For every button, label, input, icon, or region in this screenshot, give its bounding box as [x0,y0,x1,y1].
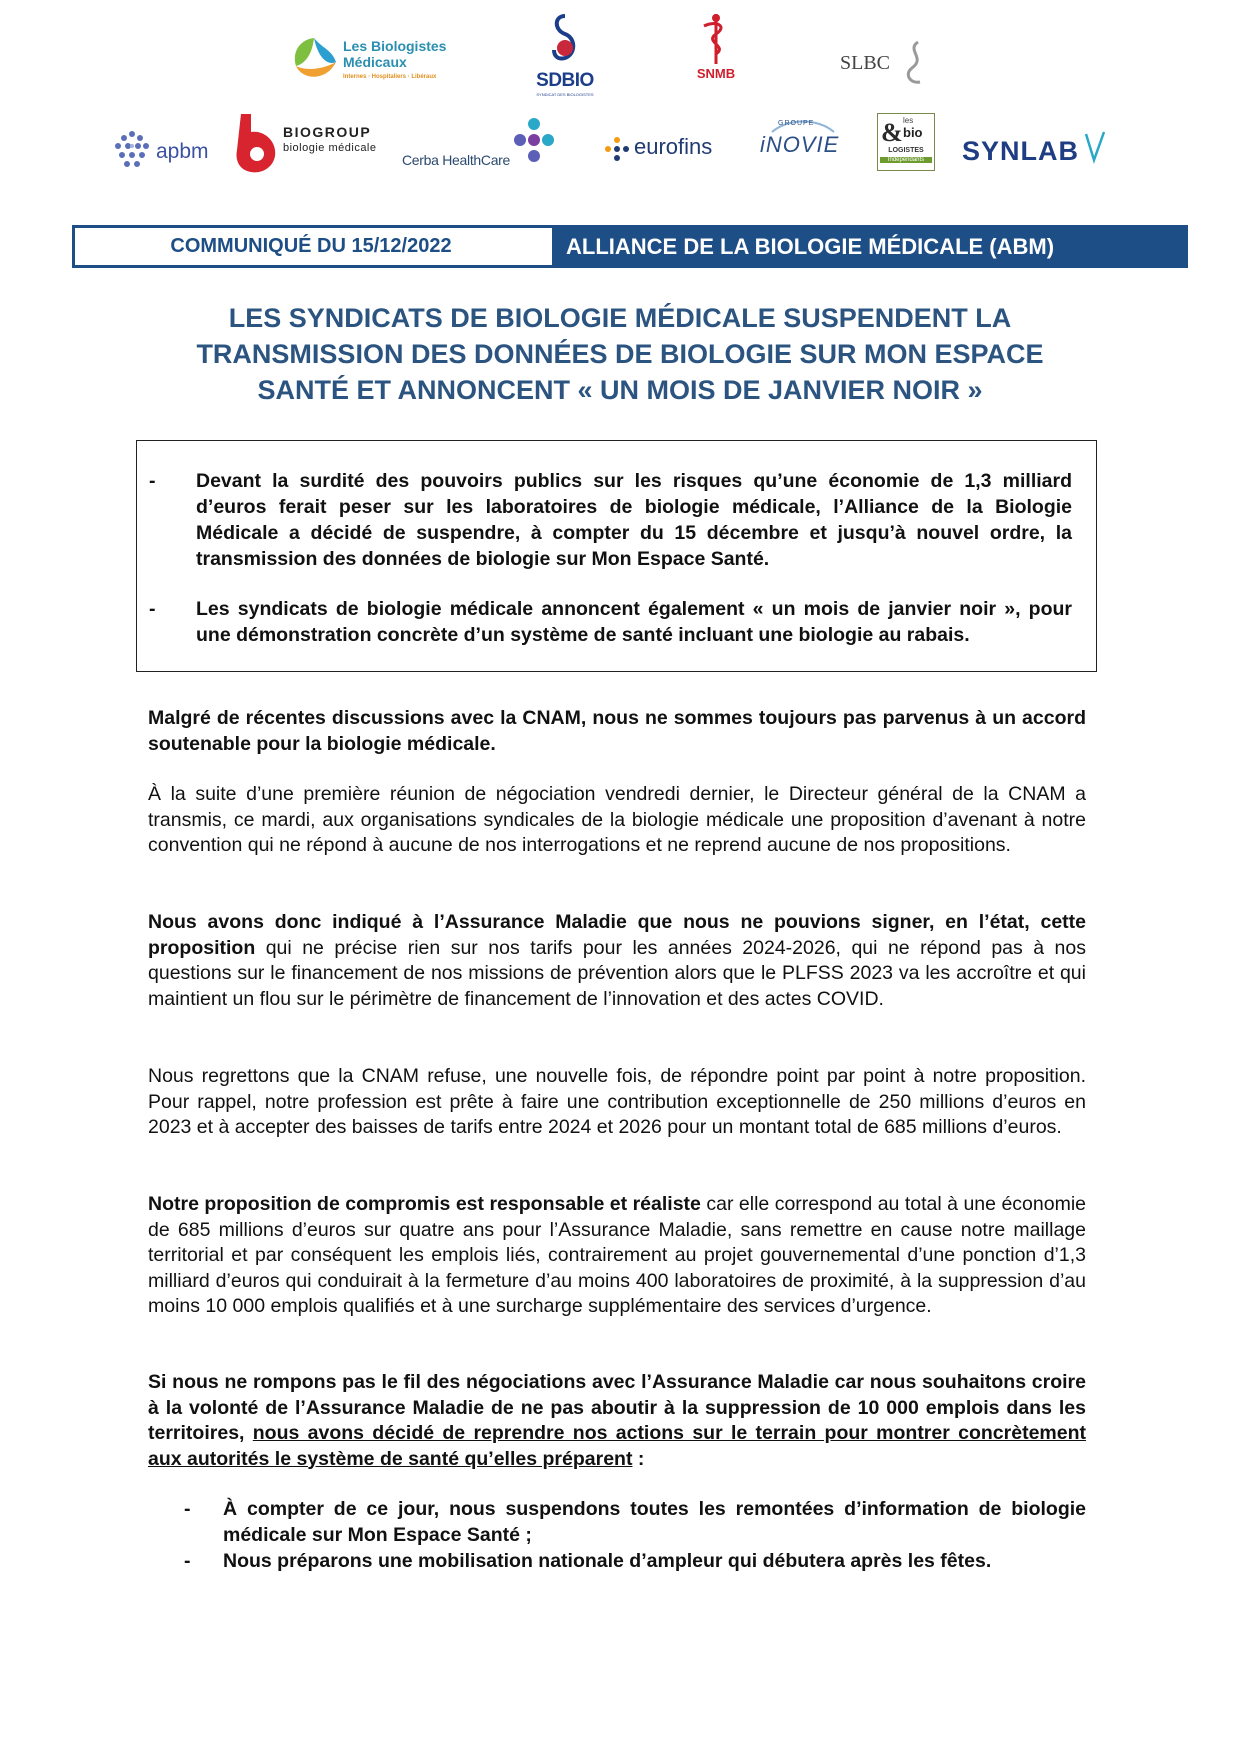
logo-les-biologistes-medicaux [288,32,458,90]
logo-synlab [962,126,1112,176]
logo-biologistes-independants [877,113,935,171]
synlab-mark-icon [1084,130,1106,166]
paragraph-actions-underlined: nous avons décidé de reprendre nos actions sur le terrain pour montrer concrètement aux autorités le système de santé qu’elles préparent [148,1422,1087,1470]
bioindep-ampersand-icon [881,117,903,145]
snmb-name: SNMB [696,66,736,81]
paragraph-regret: Nous regrettons que la CNAM refuse, une nouvelle fois, de répondre point par point à notre proposition. Pour rappel, notre profession est prête à faire une contribution exceptionnelle de 250 millions d’euros en 2023 et à accepter des baisses de tarifs entre 2024 et 2026 pour un montant total de 685 millions d’euros. [148,1065,1086,1138]
svg-text:&: & [881,118,903,145]
biogroup-tagline: biologie médicale [283,142,377,154]
summary-dash: - [149,470,156,492]
logo-biogroup [233,112,393,174]
biologistes-tagline: Internes · Hospitaliers · Libéraux [343,74,437,80]
sdbio-emblem-icon [548,14,582,68]
eurofins-name: eurofins [634,134,713,159]
summary-dash: - [149,598,156,620]
logo-cerba-healthcare [402,116,572,176]
paragraph-intro: Malgré de récentes discussions avec la CNAM, nous ne sommes toujours pas parvenus à un accord soutenable pour la biologie médicale. [148,707,1086,755]
sdbio-tagline: SYNDICAT DES BIOLOGISTES [536,92,594,97]
communique-date-label: COMMUNIQUÉ DU 15/12/2022 [170,235,452,257]
logo-inovie [760,116,850,166]
logo-sdbio [535,12,595,102]
title-line-1: LES SYNDICATS DE BIOLOGIE MÉDICALE SUSPENDENT LA [228,303,1012,333]
action-item [184,1497,1086,1549]
bioindep-independants: Indépendants [880,157,932,163]
bioindep-les: les [903,116,914,125]
summary-item [149,596,1072,648]
paragraph-compromise-rest: car elle correspond au total à une économie de 685 millions d’euros sur quatre ans pour l’Assurance Maladie, sans remettre en cause notre maillage territorial et par conséquent les emplois liés, contrairement au projet gouvernemental d’une ponction d’1,3 milliard d’euros qui conduirait à la fermeture d’au moins 400 laboratoires de proximité, à la suppression d’au moins 10 000 emplois qualifiés et à une surcharge supplémentaire des services d’urgence. [148,1193,1086,1317]
press-release-title [120,300,1120,408]
sdbio-name: SDBIO [536,70,594,91]
biologistes-leaf-icon [288,34,340,86]
paragraph-compromise-lead: Notre proposition de compromis est responsable et réaliste [148,1193,701,1215]
snmb-caduceus-icon [698,12,734,66]
slbc-name: SLBC [840,52,891,74]
bioindep-bio: bio [903,125,923,140]
summary-box [136,440,1097,672]
paragraph-actions-end: : [632,1447,645,1470]
eurofins-dots-icon [604,136,630,162]
logo-snmb [686,12,746,92]
biogroup-drop-icon [233,112,279,174]
paragraph-refusal [148,910,1086,1012]
apbm-name: apbm [156,140,209,163]
logo-eurofins [604,130,734,166]
logo-apbm [110,126,220,176]
apbm-dots-icon [110,128,154,172]
paragraph-refusal-rest: qui ne précise rien sur nos tarifs pour les années 2024-2026, qui ne répond pas à nos questions sur le financement de nos missions de prévention alors que le PLFSS 2023 va les accroître et qui maintient un flou sur le périmètre de financement de l’innovation et des actes COVID. [148,936,1086,1010]
summary-item-text: Devant la surdité des pouvoirs publics sur les risques qu’une économie de 1,3 milliard d’euros ferait peser sur les laboratoires de biologie médicale, l’Alliance de la Biologie Médicale a décidé de suspendre, à compter du 15 décembre et jusqu’à nouvel ordre, la transmission des données de biologie sur Mon Espace Santé. [196,470,1072,570]
biogroup-name: BIOGROUP [283,124,372,140]
title-line-2: TRANSMISSION DES DONNÉES DE BIOLOGIE SUR MON ESPACE [196,339,1044,369]
paragraph-refusal-lead: Nous avons donc indiqué à l’Assurance Maladie que nous ne pouvions signer, en l’état, cette proposition [148,911,1086,959]
paragraph-negotiation: À la suite d’une première réunion de négociation vendredi dernier, le Directeur général de la CNAM a transmis, ce mardi, aux organisations syndicales de la biologie médicale une proposition d’avenant à notre convention qui ne répond à aucune de nos interrogations et ne reprend aucune de nos propositions. [148,783,1086,856]
action-dash: - [184,1550,191,1572]
logo-slbc [840,38,940,88]
summary-item-text: Les syndicats de biologie médicale annoncent également « un mois de janvier noir », pour une démonstration concrète d’un système de santé incluant une biologie au rabais. [196,598,1072,646]
action-item [184,1549,1086,1575]
slbc-swirl-icon [900,38,930,86]
title-line-3: SANTÉ ET ANNONCENT « UN MOIS DE JANVIER NOIR » [257,375,983,405]
paragraph-compromise [148,1192,1086,1320]
communique-header-band [72,225,1188,268]
action-item-text: À compter de ce jour, nous suspendons toutes les remontées d’information de biologie médicale sur Mon Espace Santé ; [223,1498,1086,1546]
action-item-text: Nous préparons une mobilisation nationale d’ampleur qui débutera après les fêtes. [223,1550,992,1572]
biologistes-line1: Les Biologistes [343,38,447,54]
bioindep-logistes: LOGISTES [888,147,924,154]
biologistes-line2: Médicaux [343,54,407,70]
synlab-name: SYNLAB [962,136,1080,166]
paragraph-actions [148,1370,1086,1472]
cerba-dots-icon [508,116,560,168]
inovie-name: iNOVIE [760,132,840,157]
action-dash: - [184,1498,191,1520]
summary-item [149,468,1072,572]
paragraph-actions-lead: Si nous ne rompons pas le fil des négociations avec l’Assurance Maladie car nous souhaitons croire à la volonté de l’Assurance Maladie de ne pas aboutir à la suppression de 10 000 emplois dans les territoires, [148,1371,1086,1444]
cerba-name: Cerba HealthCare [402,152,511,168]
alliance-label: ALLIANCE DE LA BIOLOGIE MÉDICALE (ABM) [552,228,1185,265]
inovie-group: GROUPE [778,120,815,127]
